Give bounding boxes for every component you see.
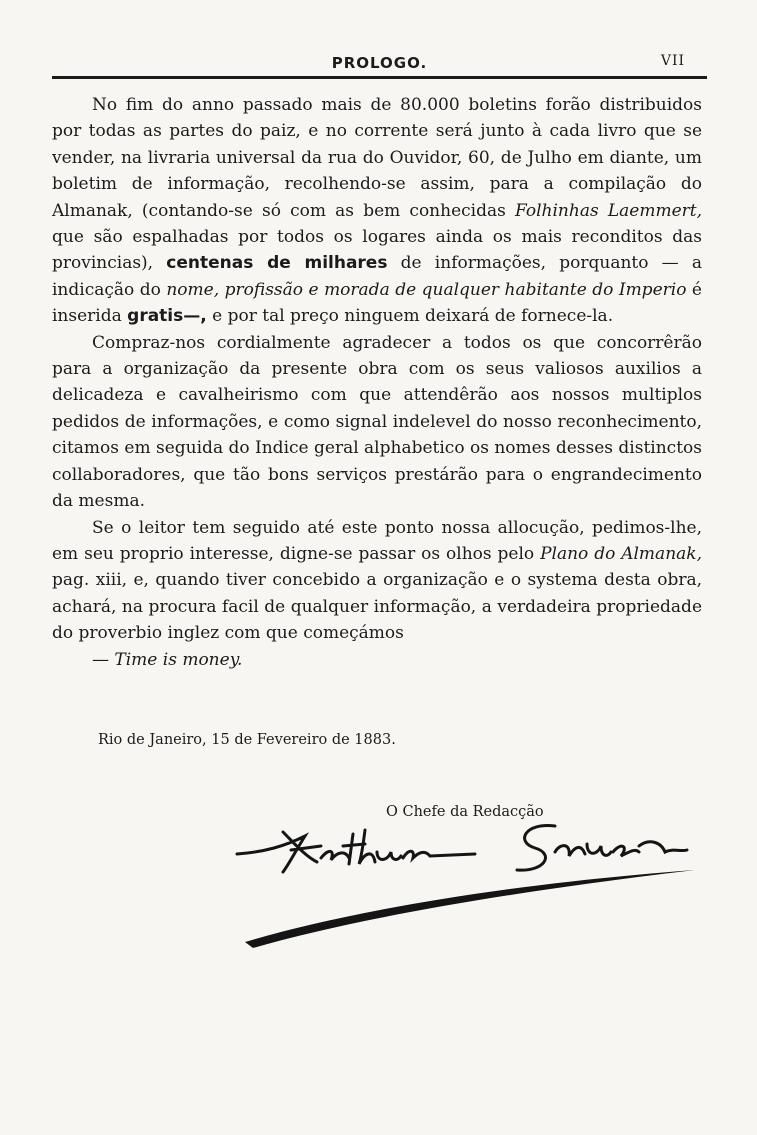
text-run: de informações, porquanto — a indicação do <box>52 253 703 300</box>
text-run: Folhinhas Laemmert, <box>515 200 702 221</box>
text-run: Compraz-nos cordialmente agradecer a todos os que concorrêrão para a organização da presente obra com os seus valiosos auxilios a delicadeza e cavalheirismo com que attendêrão aos nossos multiplos pedidos de informações, e como signal indelevel do nosso reconhecimento, citamos em seguida do Indice geral alphabetico os nomes desses distinctos collaboradores, que tão bons serviços prestárão para o engrandecimento da mesma. <box>52 332 702 512</box>
text-run: No fim do anno passado mais de 80.000 boletins forão distribuidos por todas as partes do paiz, e no corrente será junto à cada livro que se vender, na livraria universal da rua do Ouvidor, 60, de Julho em diante, um boletim de informação, recolhendo-se assim, para a compilação do Almanak, (contando-se só com as bem conhecidas <box>52 95 702 221</box>
body-paragraph <box>52 92 702 330</box>
signature-image <box>225 812 705 952</box>
place-date: Rio de Janeiro, 15 de Fevereiro de 1883. <box>98 732 396 748</box>
body-paragraph <box>52 515 702 647</box>
signature <box>225 812 705 952</box>
text-run: pag. xiii, e, quando tiver concebido a organização e o systema desta obra, achará, na procura facil de qualquer informação, a verdadeira propriedade do proverbio inglez com que começámos <box>52 570 702 644</box>
closing-quote: — Time is money. <box>92 649 243 670</box>
text-run: Se o leitor tem seguido até este ponto nossa allocução, pedimos-lhe, em seu proprio interesse, digne-se passar os olhos pelo <box>52 517 702 564</box>
body-paragraph <box>52 330 702 515</box>
text-run: que são espalhadas por todos os logares ainda os mais reconditos das provincias), <box>52 227 702 274</box>
text-run: é inserida <box>52 279 702 327</box>
paragraphs <box>52 92 702 647</box>
text-run: centenas de milhares <box>166 253 388 274</box>
text-run: gratis—, <box>127 306 207 327</box>
page-number: VII <box>660 53 685 69</box>
prologue-body <box>52 92 702 673</box>
page-header <box>52 50 707 76</box>
text-run: e por tal preço ninguem deixará de fornece-la. <box>206 306 614 327</box>
header-title: PROLOGO. <box>331 54 428 72</box>
header-rule <box>52 76 707 79</box>
editor-title: O Chefe da Redacção <box>386 804 544 820</box>
text-run: Plano do Almanak, <box>540 543 702 564</box>
text-run: nome, profissão e morada de qualquer habitante do Imperio <box>166 279 687 300</box>
